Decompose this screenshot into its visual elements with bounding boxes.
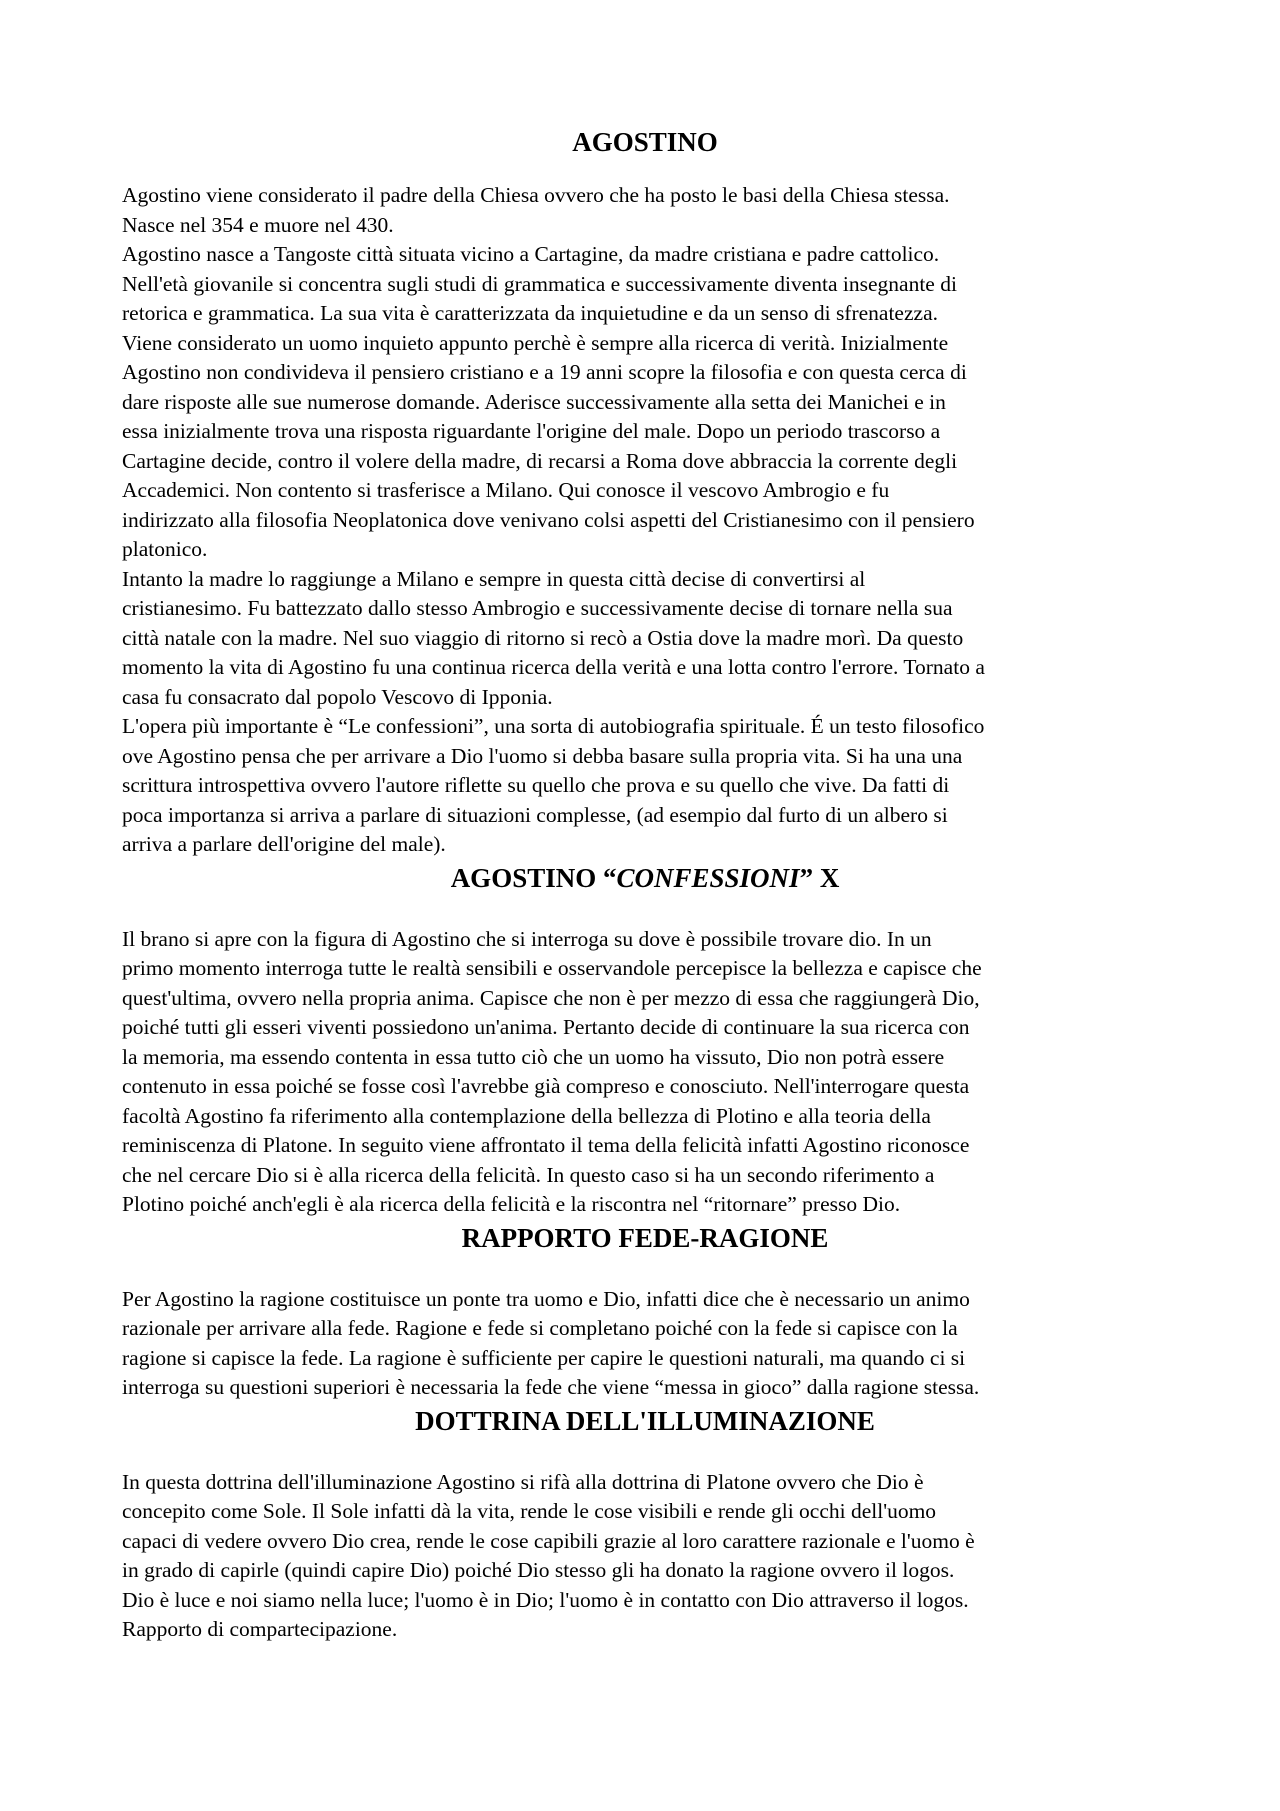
text-line: ove Agostino pensa che per arrivare a Dio l'uomo si debba basare sulla propria vita. Si ha una una: [122, 743, 963, 768]
text-line: poiché tutti gli esseri viventi possiedono un'anima. Pertanto decide di continuare la sua ricerca con: [122, 1015, 970, 1039]
text-line: indirizzato alla filosofia Neoplatonica dove venivano colsi aspetti del Cristianesimo con il pensiero: [122, 507, 975, 532]
text-line: città natale con la madre. Nel suo viaggio di ritorno si recò a Ostia dove la madre morì. Da questo: [122, 625, 964, 650]
text-line: Viene considerato un uomo inquieto appunto perchè è sempre alla ricerca di verità. Inizialmente: [122, 330, 949, 355]
text-line: Agostino nasce a Tangoste città situata vicino a Cartagine, da madre cristiana e padre cattolico.: [122, 242, 940, 266]
text-line: capaci di vedere ovvero Dio crea, rende le cose capibili grazie al loro carattere razionale e l'uomo è: [122, 1528, 975, 1553]
spacer: [122, 1439, 1168, 1468]
text-line: Nasce nel 354 e muore nel 430.: [122, 212, 394, 237]
text-line: In questa dottrina dell'illuminazione Agostino si rifà alla dottrina di Platone ovvero che Dio è: [122, 1469, 924, 1494]
text-line: Plotino poiché anch'egli è ala ricerca della felicità e la riscontra nel “ritornare” presso Dio.: [122, 1192, 901, 1216]
text-line: ragione si capisce la fede. La ragione è sufficiente per capire le questioni naturali, ma quando ci si: [122, 1345, 966, 1370]
text-line: la memoria, ma essendo contenta in essa tutto ciò che un uomo ha vissuto, Dio non potrà essere: [122, 1044, 945, 1069]
text-line: Per Agostino la ragione costituisce un ponte tra uomo e Dio, infatti dice che è necessario un animo: [122, 1286, 970, 1311]
text-line: interroga su questioni superiori è necessaria la fede che viene “messa in gioco” dalla ragione stessa.: [122, 1375, 980, 1399]
text-line: casa fu consacrato dal popolo Vescovo di Ipponia.: [122, 684, 553, 709]
heading-suffix: ” X: [799, 862, 840, 893]
document-body: [122, 124, 1168, 1645]
text-line: quest'ultima, ovvero nella propria anima. Capisce che non è per mezzo di essa che raggiungerà Dio,: [122, 985, 980, 1010]
text-line: primo momento interroga tutte le realtà sensibili e osservandole percepisce la bellezza e capisce che: [122, 956, 982, 980]
text-line: platonico.: [122, 537, 208, 561]
text-line: Dio è luce e noi siamo nella luce; l'uomo è in Dio; l'uomo è in contatto con Dio attraverso il logos.: [122, 1587, 969, 1612]
text-line: Accademici. Non contento si trasferisce a Milano. Qui conosce il vescovo Ambrogio e fu: [122, 478, 890, 502]
text-line: Nell'età giovanile si concentra sugli studi di grammatica e successivamente diventa insegnante di: [122, 271, 957, 296]
text-line: che nel cercare Dio si è alla ricerca della felicità. In questo caso si ha un secondo riferimento a: [122, 1162, 935, 1187]
text-line: reminiscenza di Platone. In seguito viene affrontato il tema della felicità infatti Agostino riconosce: [122, 1133, 970, 1157]
text-line: facoltà Agostino fa riferimento alla contemplazione della bellezza di Plotino e alla teoria della: [122, 1103, 931, 1128]
heading-prefix: AGOSTINO “: [450, 862, 617, 893]
text-line: Agostino viene considerato il padre della Chiesa ovvero che ha posto le basi della Chiesa stessa.: [122, 183, 950, 207]
text-line: Cartagine decide, contro il volere della madre, di recarsi a Roma dove abbraccia la corrente degli: [122, 448, 958, 473]
illuminazione-paragraph: [122, 1468, 1168, 1645]
text-line: retorica e grammatica. La sua vita è caratterizzata da inquietudine e da un senso di sfrenatezza.: [122, 301, 938, 325]
text-line: arriva a parlare dell'origine del male).: [122, 832, 446, 856]
text-line: razionale per arrivare alla fede. Ragione e fede si completano poiché con la fede si capisce con la: [122, 1316, 958, 1340]
text-line: Rapporto di compartecipazione.: [122, 1617, 398, 1641]
text-line: in grado di capirle (quindi capire Dio) poiché Dio stesso gli ha donato la ragione ovvero il logos.: [122, 1558, 955, 1582]
text-line: L'opera più importante è “Le confessioni”, una sorta di autobiografia spirituale. É un testo filosofico: [122, 714, 985, 738]
spacer: [122, 1256, 1168, 1285]
text-line: Intanto la madre lo raggiunge a Milano e sempre in questa città decise di convertirsi al: [122, 566, 866, 591]
text-line: contenuto in essa poiché se fosse così l'avrebbe già compreso e conosciuto. Nell'interrogare questa: [122, 1074, 970, 1098]
text-line: dare risposte alle sue numerose domande. Aderisce successivamente alla setta dei Manichei e in: [122, 389, 946, 414]
section-heading-confessioni: [122, 860, 1168, 896]
spacer: [122, 896, 1168, 925]
text-line: scrittura introspettiva ovvero l'autore riflette su quello che prova e su quello che vive. Da fatti di: [122, 773, 950, 797]
spacer: [122, 160, 1168, 181]
text-line: cristianesimo. Fu battezzato dallo stesso Ambrogio e successivamente decise di tornare nella sua: [122, 596, 953, 620]
text-line: poca importanza si arriva a parlare di situazioni complesse, (ad esempio dal furto di un albero si: [122, 802, 948, 827]
section-heading-fede-ragione: RAPPORTO FEDE-RAGIONE: [461, 1222, 829, 1253]
text-line: momento la vita di Agostino fu una continua ricerca della verità e una lotta contro l'errore. Tornato a: [122, 655, 985, 679]
text-line: concepito come Sole. Il Sole infatti dà la vita, rende le cose visibili e rende gli occhi dell'uomo: [122, 1499, 937, 1523]
fede-ragione-paragraph: [122, 1285, 1168, 1403]
text-line: Il brano si apre con la figura di Agostino che si interroga su dove è possibile trovare dio. In un: [122, 926, 932, 951]
text-line: Agostino non condivideva il pensiero cristiano e a 19 anni scopre la filosofia e con questa cerca di: [122, 360, 967, 384]
intro-paragraph: [122, 181, 1168, 860]
page-title: AGOSTINO: [572, 127, 718, 157]
heading-italic: CONFESSIONI: [616, 862, 800, 893]
text-line: essa inizialmente trova una risposta riguardante l'origine del male. Dopo un periodo trascorso a: [122, 419, 941, 443]
section-heading-illuminazione: DOTTRINA DELL'ILLUMINAZIONE: [415, 1405, 875, 1436]
confessioni-paragraph: [122, 925, 1168, 1220]
